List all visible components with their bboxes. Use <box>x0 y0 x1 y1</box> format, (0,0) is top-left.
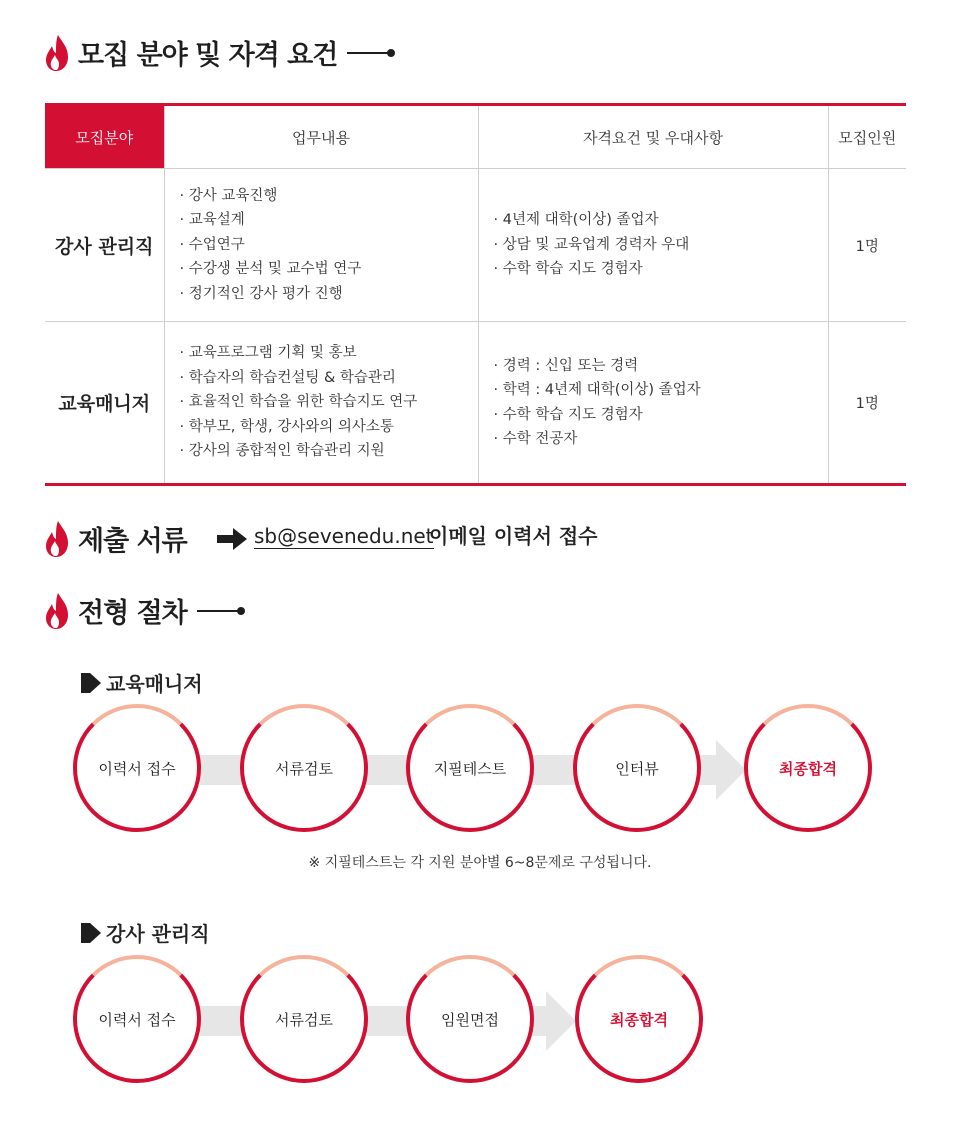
table-row <box>45 169 906 322</box>
qualification-item: · 수학 전공자 <box>494 427 827 452</box>
instructor-process-label: 강사 관리직 <box>106 922 210 946</box>
flame-icon <box>44 520 70 558</box>
manager-process-heading <box>80 668 203 697</box>
process-step-final <box>744 704 872 832</box>
instructor-process-heading <box>80 918 210 947</box>
qualification-item: · 경력 : 신입 또는 경력 <box>494 354 827 379</box>
step-label: 서류검토 <box>275 1010 333 1029</box>
step-label: 최종합격 <box>779 759 837 778</box>
duty-item: · 강사의 종합적인 학습관리 지원 <box>180 439 477 464</box>
duty-item: · 효율적인 학습을 위한 학습지도 연구 <box>180 390 477 415</box>
duty-item: · 수업연구 <box>180 233 477 258</box>
row-duties <box>164 322 478 485</box>
process-step <box>406 704 534 832</box>
step-label: 서류검토 <box>275 759 333 778</box>
heading-line-decoration <box>347 52 391 54</box>
process-note: ※ 지필테스트는 각 지원 분야별 6~8문제로 구성됩니다. <box>308 855 652 871</box>
manager-process-label: 교육매니저 <box>106 672 203 696</box>
requirements-heading <box>44 33 391 72</box>
arrow-right-icon <box>217 528 247 550</box>
row-count: 1명 <box>828 169 906 322</box>
duty-item: · 정기적인 강사 평가 진행 <box>180 282 477 307</box>
duty-item: · 교육설계 <box>180 208 477 233</box>
flame-icon <box>44 592 70 630</box>
documents-title: 제출 서류 <box>78 526 187 557</box>
row-field: 교육매니저 <box>58 393 151 415</box>
documents-heading <box>44 519 187 558</box>
duty-item: · 교육프로그램 기획 및 홍보 <box>180 341 477 366</box>
step-label: 이력서 접수 <box>98 759 176 778</box>
row-field: 강사 관리직 <box>45 169 164 322</box>
process-step <box>406 955 534 1083</box>
duty-item: · 학습자의 학습컨설팅 & 학습관리 <box>180 366 477 391</box>
duty-item: · 학부모, 학생, 강사와의 의사소통 <box>180 415 477 440</box>
process-step <box>73 704 201 832</box>
step-label: 이력서 접수 <box>98 1010 176 1029</box>
pointer-arrow-icon <box>80 671 102 695</box>
table-header-row <box>45 105 906 169</box>
process-step <box>240 955 368 1083</box>
process-title: 전형 절차 <box>78 598 187 629</box>
step-label: 인터뷰 <box>615 759 659 778</box>
requirements-title: 모집 분야 및 자격 요건 <box>78 40 338 71</box>
qualification-item: · 수학 학습 지도 경험자 <box>494 403 827 428</box>
requirements-table <box>45 103 906 486</box>
process-step-final <box>575 955 703 1083</box>
table-row <box>45 322 906 485</box>
process-heading <box>44 591 241 630</box>
step-label: 최종합격 <box>610 1010 668 1029</box>
pointer-arrow-icon <box>80 921 102 945</box>
step-label: 임원면접 <box>441 1010 499 1029</box>
duty-item: · 수강생 분석 및 교수법 연구 <box>180 257 477 282</box>
step-label: 지필테스트 <box>433 759 507 778</box>
qualification-item: · 상담 및 교육업계 경력자 우대 <box>494 233 827 258</box>
flow-arrow-tip <box>716 740 746 800</box>
duty-item: · 강사 교육진행 <box>180 184 477 209</box>
process-step <box>573 704 701 832</box>
row-qualifications <box>478 322 828 485</box>
email-link[interactable]: sb@sevenedu.net <box>254 524 434 548</box>
qualification-item: · 4년제 대학(이상) 졸업자 <box>494 208 827 233</box>
qualification-item: · 학력 : 4년제 대학(이상) 졸업자 <box>494 378 827 403</box>
flow-arrow-tip <box>546 991 576 1051</box>
process-step <box>240 704 368 832</box>
row-qualifications <box>478 169 828 322</box>
process-step <box>73 955 201 1083</box>
flame-icon <box>44 34 70 72</box>
row-count: 1명 <box>828 322 906 485</box>
header-field: 모집분야 <box>45 105 164 169</box>
header-qualifications: 자격요건 및 우대사항 <box>478 105 828 169</box>
heading-line-decoration <box>197 610 241 612</box>
qualification-item: · 수학 학습 지도 경험자 <box>494 257 827 282</box>
header-duties: 업무내용 <box>164 105 478 169</box>
row-duties <box>164 169 478 322</box>
email-suffix: 이메일 이력서 접수 <box>429 524 598 548</box>
header-count: 모집인원 <box>828 105 906 169</box>
